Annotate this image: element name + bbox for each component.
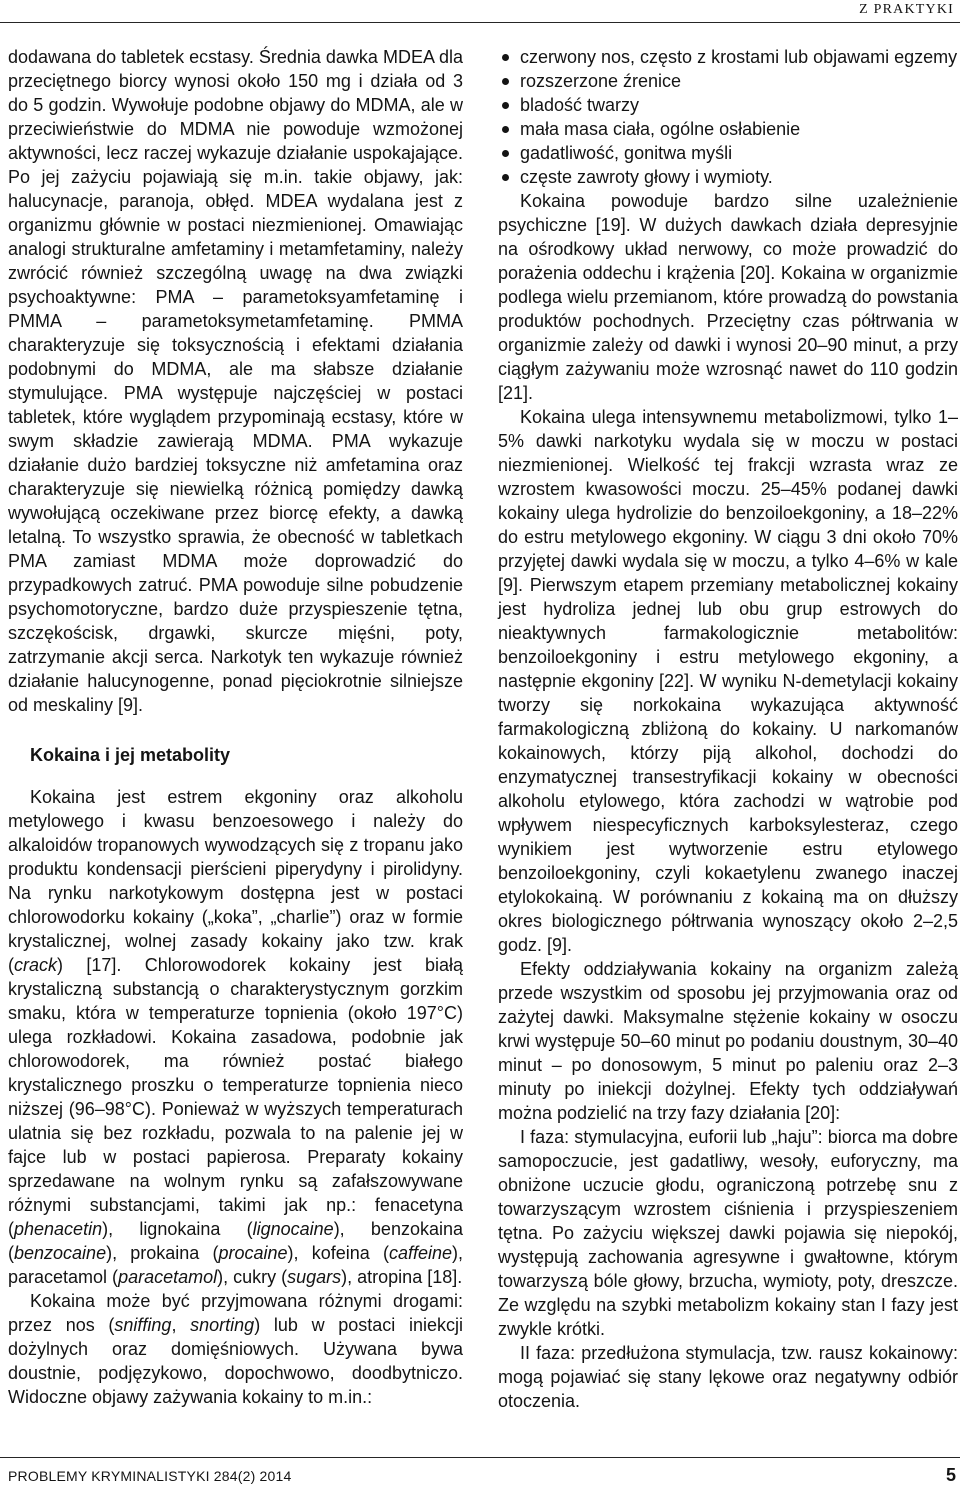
header-rule [0, 22, 960, 23]
bullet-icon [502, 174, 509, 181]
left-column-content [8, 45, 463, 1409]
foreign-term: phenacetin [14, 1219, 103, 1239]
list-item [498, 69, 958, 93]
list-item [498, 141, 958, 165]
foreign-term: benzocaine [14, 1243, 107, 1263]
foreign-term: sniffing [114, 1315, 172, 1335]
paragraph: Kokaina ulega intensywnemu metabolizmowi, tylko 1–5% dawki narkotyku wydala się w moczu w postaci niezmienionej. Wielkość tej frakcji wzrasta wraz ze wzrostem kwasowości moczu. 25–45% podanej dawki kokainy ulega hydrolizie do benzoiloekgoniny, a 18–22% do estru metylowego ekgoniny. W ciągu 3 dni około 70% przyjętej dawki wydala się w moczu, a tylko 4–6% w kale [9]. Pierwszym etapem przemiany metabolicznej kokainy jest hydroliza jednej lub obu grup estrowych do nieaktywnych farmakologicznie metabolitów: benzoiloekgoniny i estru metylowego ekgoniny, a następnie ekgoniny [22]. W wyniku N-demetylacji kokainy tworzy się norkokaina wykazująca aktywność farmakologiczną zbliżoną do kokainy. U narkomanów kokainowych, którzy piją alkohol, dochodzi do enzymatycznej transestryfikacji kokainy w obecności alkoholu etylowego, która zachodzi w wątrobie pod wpływem niespecyficznych karboksylesteraz, czego wynikiem jest wytworzenie estru etylowego benzoiloekgoniny, czyli kokaetylenu zwanego inaczej etylokokainą. W porównaniu z kokainą ma on dłuższy okres biologicznego półtrwania wynoszący około 2–2,5 godz. [9]. [498, 407, 958, 955]
left-column [8, 45, 463, 1451]
right-column [498, 45, 958, 1451]
list-item [498, 117, 958, 141]
list-item-text: częste zawroty głowy i wymioty. [520, 167, 773, 187]
foreign-term: lignocaine [252, 1219, 334, 1239]
foreign-term: snorting [190, 1315, 255, 1335]
list-item-text: czerwony nos, często z krostami lub objawami egzemy [520, 47, 958, 67]
list-item [498, 165, 958, 189]
list-item-text: gadatliwość, gonitwa myśli [520, 143, 733, 163]
paragraph: I faza: stymulacyjna, euforii lub „haju”: biorca ma dobre samopoczucie, jest gadatliwy, wesoły, euforyczny, ma obniżone uczucie głodu, ograniczoną potrzebę snu z towarzyszącym wzrostem ciśnienia i przyspieszeniem tętna. Po zażyciu większej dawki pojawia się niepokój, występują zachowania agresywne i gwałtowne, którym towarzyszą bóle głowy, brzucha, wymioty, poty, dreszcze. Ze względu na szybki metabolizm kokainy stan I fazy jest zwykle krótki. [498, 1127, 958, 1339]
foreign-term: paracetamol [118, 1267, 218, 1287]
foreign-term: procaine [218, 1243, 288, 1263]
list-item-text: bladość twarzy [520, 95, 640, 115]
paragraph: II faza: przedłużona stymulacja, tzw. rausz kokainowy: mogą pojawiać się stany lękowe oraz negatywny odbiór otoczenia. [498, 1343, 958, 1411]
bullet-icon [502, 126, 509, 133]
paragraph: dodawana do tabletek ecstasy. Średnia dawka MDEA dla przeciętnego biorcy wynosi około 150 mg i działa od 3 do 5 godzin. Wywołuje podobne objawy do MDMA, ale w przeciwieństwie do MDMA nie powoduje wzmożonej aktywności, lecz raczej wykazuje działanie uspokajające. Po jej zażyciu pojawiają się m.in. takie objawy, jak: halucynacje, paranoja, obłęd. MDEA wydalana jest z organizmu głównie w postaci niezmienionej. Omawiając analogi strukturalne amfetaminy i metamfetaminy, należy zwrócić również szczególną uwagę na dwa związki psychoaktywne: PMA – parametoksyamfetaminę i PMMA – parametoksymetamfetaminę. PMMA charakteryzuje się toksycznością i efektami działania podobnymi do MDMA, ale ma słabsze działanie stymulujące. PMA występuje najczęściej w postaci tabletek, które wyglądem przypominają ecstasy, które w swym składzie zawierają MDMA. PMA wykazuje działanie dużo bardziej toksyczne niż amfetamina oraz charakteryzuje się niewielką różnicą pomiędzy dawką wywołującą oczekiwane przez biorcę efekty, a dawką letalną. To wszystko sprawia, że obecność w tabletkach PMA zamiast MDMA może doprowadzić do przypadkowych zatruć. PMA powoduje silne pobudzenie psychomotoryczne, bardzo duże przyspieszenie tętna, szczękościsk, drgawki, skurcze mięśni, poty, zatrzymanie akcji serca. Narkotyk ten wykazuje również działanie halucynogenne, ponad pięciokrotnie silniejsze od meskaliny [9]. [8, 47, 463, 715]
bullet-icon [502, 54, 509, 61]
right-column-content [498, 45, 958, 1413]
foreign-term: crack [14, 955, 58, 975]
journal-title: PROBLEMY KRYMINALISTYKI 284(2) 2014 [8, 1468, 292, 1484]
paragraph: Kokaina może być przyjmowana różnymi drogami: przez nos (sniffing, snorting) lub w postaci iniekcji dożylnych oraz domięśniowych. Używana bywa doustnie, podjęzykowo, dopochwowo, doodbytniczo. Widoczne objawy zażywania kokainy to m.in.: [8, 1291, 463, 1407]
section-label: Z PRAKTYKI [859, 2, 954, 17]
paragraph: Efekty oddziaływania kokainy na organizm zależą przede wszystkim od sposobu jej przyjmowania oraz od zażytej dawki. Maksymalne stężenie kokainy w osoczu krwi występuje 50–60 minut po podaniu doustnym, 30–40 minut – po donosowym, 5 minut po paleniu oraz 2–3 minuty po iniekcji dożylnej. Efekty tych oddziaływań można podzielić na trzy fazy działania [20]: [498, 959, 958, 1123]
symptom-list [498, 45, 958, 189]
page-number: 5 [945, 1465, 956, 1485]
list-item-text: rozszerzone źrenice [520, 71, 682, 91]
bullet-icon [502, 150, 509, 157]
paragraph: Kokaina jest estrem ekgoniny oraz alkoholu metylowego i kwasu benzoesowego i należy do alkaloidów tropanowych wywodzących się z tropanu jako produktu kondensacji pierścieni piperydyny i pirolidyny. Na rynku narkotykowym dostępna jest w postaci chlorowodorku kokainy („koka”, „charlie”) oraz w formie krystalicznej, wolnej zasady kokainy jako tzw. krak (crack) [17]. Chlorowodorek kokainy jest białą krystaliczną substancją o charakterystycznym gorzkim smaku, która w temperaturze topnienia (około 197°C) ulega rozkładowi. Kokaina zasadowa, podobnie jak chlorowodorek, ma również postać białego krystalicznego proszku o temperaturze topnienia nieco niższej (96–98°C). Ponieważ w wyższych temperaturach ulatnia się bez rozkładu, pozwala to na palenie jej w fajce lub w postaci papierosa. Preparaty kokainy sprzedawane na wolnym rynku są zafałszowywane różnymi substancjami, takimi jak np.: fenacetyna (phenacetin), lignokaina (lignocaine), benzokaina (benzocaine), prokaina (procaine), kofeina (caffeine), paracetamol (paracetamol), cukry (sugars), atropina [18]. [8, 787, 463, 1287]
list-item [498, 45, 958, 69]
foreign-term: sugars [287, 1267, 342, 1287]
bullet-icon [502, 102, 509, 109]
list-item [498, 93, 958, 117]
list-item-text: mała masa ciała, ogólne osłabienie [520, 119, 801, 139]
foreign-term: caffeine [388, 1243, 452, 1263]
section-heading: Kokaina i jej metabolity [30, 745, 231, 765]
paragraph: Kokaina powoduje bardzo silne uzależnienie psychiczne [19]. W dużych dawkach działa depresyjnie na ośrodkowy układ nerwowy, co może prowadzić do porażenia oddechu i krążenia [20]. Kokaina w organizmie podlega wielu przemianom, które prowadzą do powstania produktów pochodnych. Przeciętny czas półtrwania w organizmie zależy od dawki i wynosi 20–90 minut, a przy ciągłym zażywaniu może wzrosnąć nawet do 110 godzin [21]. [498, 191, 958, 403]
footer-rule [0, 1457, 960, 1458]
bullet-icon [502, 78, 509, 85]
